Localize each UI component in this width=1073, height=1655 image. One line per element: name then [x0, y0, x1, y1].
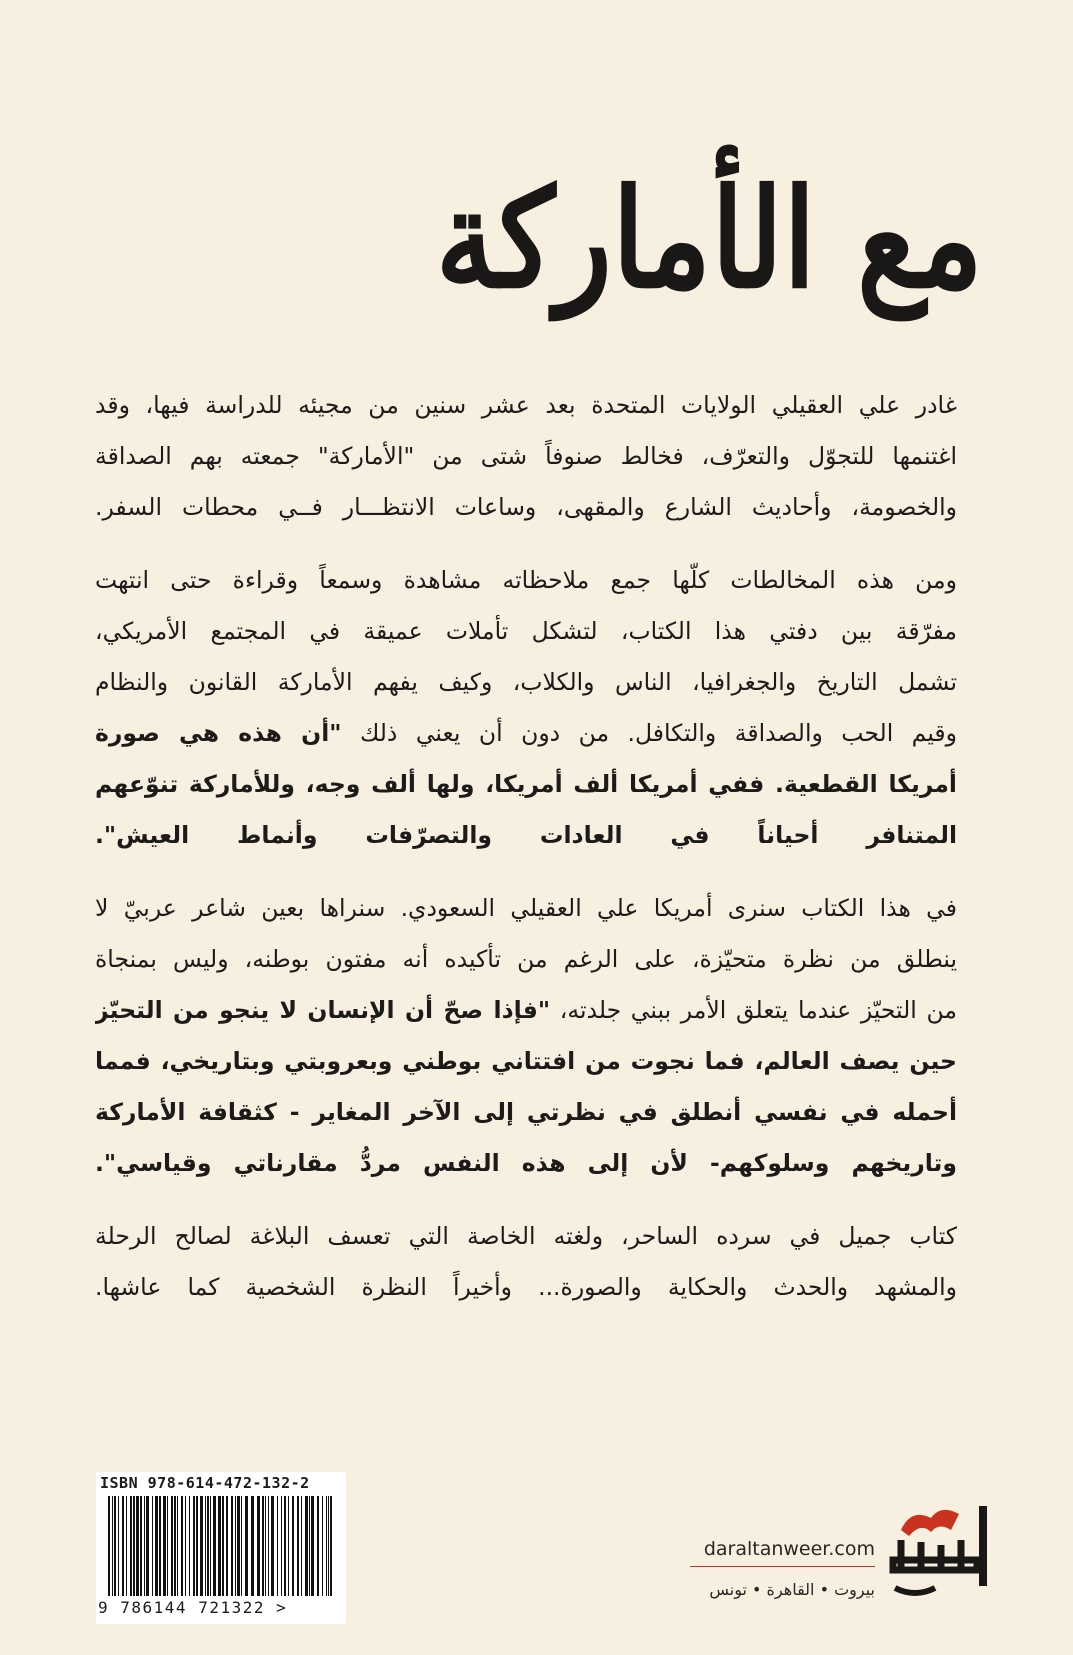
text-segment: في هذا الكتاب سنرى أمريكا علي العقيلي السعودي. سنراها بعين شاعر عربيّ لا — [95, 894, 957, 922]
text-segment: ينطلق من نظرة متحيّزة، على الرغم من تأكيده أنه مفتون بوطنه، وليس بمنجاة — [95, 945, 957, 973]
barcode-bar — [163, 1496, 166, 1596]
barcode-bar — [193, 1496, 195, 1596]
barcode-bar — [108, 1496, 110, 1596]
barcode-bar — [181, 1496, 183, 1596]
barcode-bar — [140, 1496, 142, 1596]
barcode-bar — [171, 1496, 173, 1596]
barcode-bar — [328, 1496, 329, 1596]
barcode-bar — [311, 1496, 314, 1596]
barcode-bar — [222, 1496, 224, 1596]
barcode-bar — [257, 1496, 260, 1596]
barcode-bar — [330, 1496, 332, 1596]
paragraph — [95, 555, 957, 861]
barcode-bar — [218, 1496, 221, 1596]
text-segment: مفرّقة بين دفتي هذا الكتاب، لتشكل تأملات عميقة في المجتمع الأمريكي، — [95, 617, 957, 645]
barcode-bar — [292, 1496, 294, 1596]
barcode-bar — [317, 1496, 319, 1596]
text-line — [95, 810, 957, 861]
barcode-bar — [177, 1496, 178, 1596]
publisher-url[interactable]: daraltanweer.com — [703, 1538, 875, 1560]
blurb-text — [95, 380, 957, 1335]
barcode-bar — [237, 1496, 240, 1596]
barcode-bar — [277, 1496, 278, 1596]
barcode-bar — [226, 1496, 228, 1596]
barcode-bar — [196, 1496, 198, 1596]
barcode-bar — [241, 1496, 242, 1596]
barcode-bar — [301, 1496, 302, 1596]
text-line — [95, 431, 957, 482]
publisher-logo — [881, 1500, 1003, 1610]
text-line — [95, 1211, 957, 1262]
text-line — [95, 555, 957, 606]
barcode-bar — [265, 1496, 266, 1596]
text-line — [95, 1262, 957, 1313]
text-segment: ومن هذه المخالطات كلّها جمع ملاحظاته مشاهدة وسمعاً وقراءة حتى انتهت — [95, 566, 957, 594]
barcode-bar — [174, 1496, 176, 1596]
paragraph — [95, 1211, 957, 1313]
text-line — [95, 708, 957, 759]
book-title: مع الأماركة — [435, 158, 983, 319]
text-segment: والمشهد والحدث والحكاية والصورة... وأخيراً النظرة الشخصية كما عاشها. — [95, 1273, 957, 1301]
barcode-bar — [144, 1496, 145, 1596]
barcode-bar — [112, 1496, 113, 1596]
isbn-barcode-block — [96, 1472, 346, 1624]
bold-quote-text: "فإذا صحّ أن الإنسان لا ينجو من التحيّز — [95, 996, 551, 1024]
barcode-bar — [114, 1496, 116, 1596]
publisher-block — [643, 1500, 1003, 1630]
barcode-digits: 9 786144 721322 > — [98, 1598, 288, 1617]
text-segment: تشمل التاريخ والجغرافيا، الناس والكلاب، وكيف يفهم الأماركة القانون والنظام — [95, 668, 957, 696]
barcode-bar — [271, 1496, 274, 1596]
bold-quote-text: حين يصف العالم، فما نجوت من افتتاني بوطني وبعروبتي وبتاريخي، فمما — [95, 1047, 957, 1075]
barcode-bar — [159, 1496, 161, 1596]
barcode-bar — [326, 1496, 327, 1596]
barcode-bar — [200, 1496, 203, 1596]
barcode-bar — [210, 1496, 211, 1596]
barcode-bar — [322, 1496, 323, 1596]
bold-quote-text: وتاريخهم وسلوكهم- لأن إلى هذه النفس مردُّ مقارناتي وقياسي". — [95, 1149, 957, 1177]
barcode-bar — [118, 1496, 119, 1596]
barcode-bar — [245, 1496, 248, 1596]
paragraph — [95, 380, 957, 533]
barcode-bar — [126, 1496, 127, 1596]
text-line — [95, 1138, 957, 1189]
barcode-bar — [205, 1496, 206, 1596]
text-line — [95, 380, 957, 431]
barcode-bar — [207, 1496, 209, 1596]
barcode-bar — [146, 1496, 149, 1596]
barcode-bar — [309, 1496, 310, 1596]
bold-quote-text: "أن هذه هي صورة — [95, 719, 342, 747]
text-line — [95, 883, 957, 934]
isbn-label: ISBN 978-614-472-132-2 — [100, 1474, 310, 1492]
text-segment: غادر علي العقيلي الولايات المتحدة بعد عشر سنين من مجيئه للدراسة فيها، وقد — [95, 391, 957, 419]
text-line — [95, 1036, 957, 1087]
barcode-bar — [122, 1496, 124, 1596]
text-line — [95, 482, 957, 533]
barcode-bar — [133, 1496, 135, 1596]
barcode-bar — [155, 1496, 158, 1596]
bold-quote-text: أحمله في نفسي أنطلق في نظرتي إلى الآخر المغاير - كثقافة الأماركة — [95, 1098, 957, 1126]
barcode-bar — [189, 1496, 190, 1596]
text-segment: والخصومة، وأحاديث الشارع والمقهى، وساعات الانتظـــار فــي محطات السفر. — [95, 493, 957, 521]
publisher-cities: بيروت • القاهرة • تونس — [709, 1580, 875, 1599]
text-line — [95, 934, 957, 985]
divider — [690, 1566, 875, 1567]
barcode-bar — [288, 1496, 289, 1596]
text-line — [95, 759, 957, 810]
barcode-bar — [268, 1496, 269, 1596]
barcode-bar — [152, 1496, 153, 1596]
barcode-bar — [297, 1496, 299, 1596]
barcode-bar — [167, 1496, 168, 1596]
barcode-bar — [305, 1496, 308, 1596]
barcode-bar — [185, 1496, 186, 1596]
text-line — [95, 606, 957, 657]
paragraph — [95, 883, 957, 1189]
barcode-bar — [235, 1496, 236, 1596]
barcode-bar — [284, 1496, 286, 1596]
barcode-bar — [136, 1496, 139, 1596]
barcode-bar — [262, 1496, 264, 1596]
text-segment: اغتنمها للتجوّل والتعرّف، فخالط صنوفاً شتى من "الأماركة" جمعته بهم الصداقة — [95, 442, 957, 470]
barcode-bar — [251, 1496, 254, 1596]
barcode-bar — [213, 1496, 216, 1596]
text-line — [95, 1087, 957, 1138]
barcode-bar — [231, 1496, 233, 1596]
text-segment: من التحيّز عندما يتعلق الأمر ببني جلدته، — [550, 996, 957, 1024]
text-segment: كتاب جميل في سرده الساحر، ولغته الخاصة التي تعسف البلاغة لصالح الرحلة — [95, 1222, 957, 1250]
barcode-bar — [281, 1496, 282, 1596]
text-line — [95, 985, 957, 1036]
barcode-bar — [130, 1496, 132, 1596]
text-segment: وقيم الحب والصداقة والتكافل. من دون أن يعني ذلك — [341, 719, 957, 747]
text-line — [95, 657, 957, 708]
bold-quote-text: المتنافر أحياناً في العادات والتصرّفات وأنماط العيش". — [95, 821, 957, 849]
barcode — [108, 1496, 334, 1596]
bold-quote-text: أمريكا القطعية. ففي أمريكا ألف أمريكا، ولها ألف وجه، وللأماركة تنوّعهم — [95, 770, 957, 798]
